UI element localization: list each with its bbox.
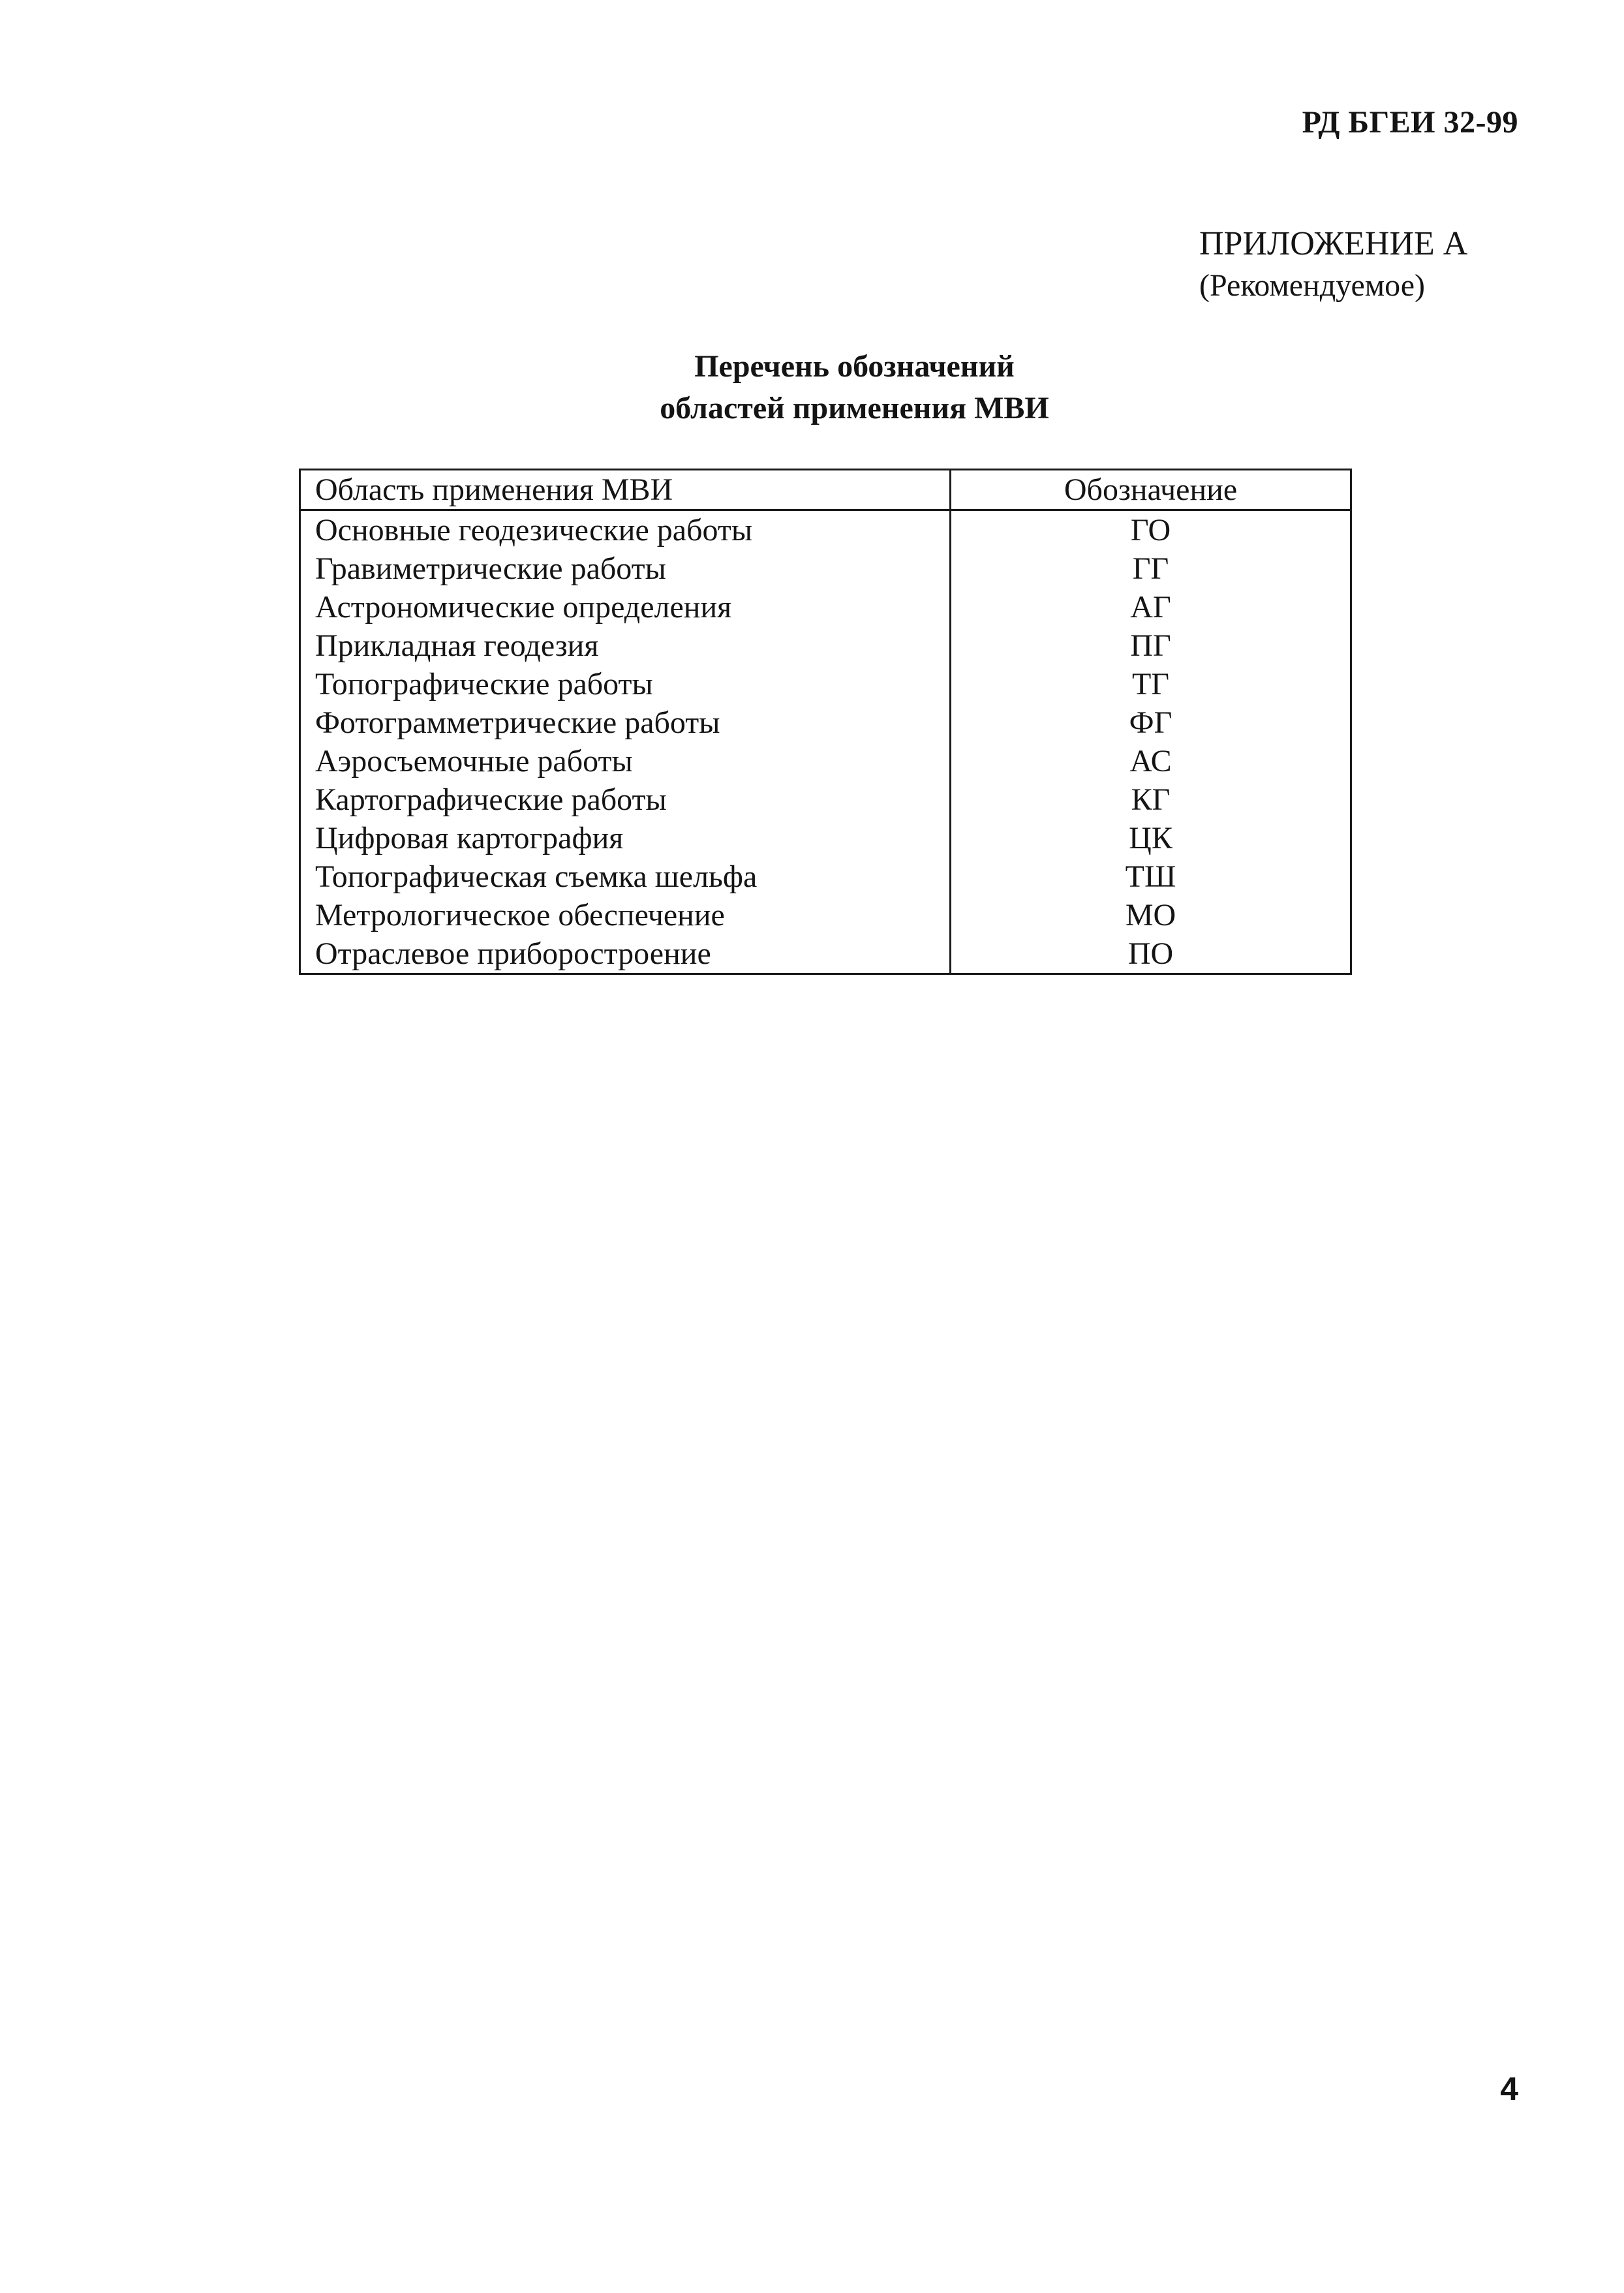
- page-number: 4: [1500, 2070, 1518, 2107]
- code-cell: ТГ: [1131, 667, 1170, 701]
- area-cell: Топографические работы: [300, 665, 951, 703]
- area-cell: Метрологическое обеспечение: [300, 896, 951, 934]
- table-row: [300, 780, 1351, 819]
- table-row: [300, 588, 1351, 626]
- code-cell: ГО: [1130, 513, 1171, 547]
- code-cell: ТШ: [1125, 859, 1176, 894]
- header-area: Область применения МВИ: [300, 470, 951, 510]
- designations-table: [299, 469, 1352, 975]
- table-row: [300, 742, 1351, 780]
- area-cell: Гравиметрические работы: [300, 549, 951, 588]
- table-row: [300, 510, 1351, 550]
- table-header-row: [300, 470, 1351, 510]
- code-cell: АГ: [1130, 590, 1171, 624]
- code-cell: ЦК: [1129, 821, 1172, 855]
- table-row: [300, 665, 1351, 703]
- table-title-line-1: Перечень обозначений: [694, 349, 1015, 384]
- code-cell: КГ: [1131, 782, 1171, 817]
- appendix-heading: [1199, 223, 1467, 307]
- table-row: [300, 819, 1351, 857]
- table-row: [300, 549, 1351, 588]
- area-cell: Прикладная геодезия: [300, 626, 951, 665]
- code-cell: ПО: [1127, 936, 1174, 971]
- table-title-line-2: областей применения МВИ: [660, 391, 1049, 425]
- area-cell: Цифровая картография: [300, 819, 951, 857]
- area-cell: Отраслевое приборостроение: [300, 934, 951, 974]
- area-cell: Картографические работы: [300, 780, 951, 819]
- appendix-label: ПРИЛОЖЕНИЕ А: [1199, 225, 1468, 262]
- code-cell: ФГ: [1129, 705, 1172, 740]
- table-row: [300, 626, 1351, 665]
- code-cell: ПГ: [1130, 628, 1171, 663]
- table-row: [300, 703, 1351, 742]
- header-code: Обозначение: [951, 470, 1351, 510]
- area-cell: Топографическая съемка шельфа: [300, 857, 951, 896]
- document-code: РД БГЕИ 32-99: [1302, 105, 1518, 140]
- area-cell: Основные геодезические работы: [300, 510, 951, 550]
- code-cell: ГГ: [1132, 551, 1169, 586]
- table-title: [0, 346, 1624, 429]
- area-cell: Аэросъемочные работы: [300, 742, 951, 780]
- table-row: [300, 857, 1351, 896]
- area-cell: Астрономические определения: [300, 588, 951, 626]
- code-cell: АС: [1129, 744, 1172, 778]
- table-row: [300, 896, 1351, 934]
- table-row: [300, 934, 1351, 974]
- area-cell: Фотограмметрические работы: [300, 703, 951, 742]
- code-cell: МО: [1125, 898, 1176, 932]
- appendix-status: (Рекомендуемое): [1199, 268, 1426, 303]
